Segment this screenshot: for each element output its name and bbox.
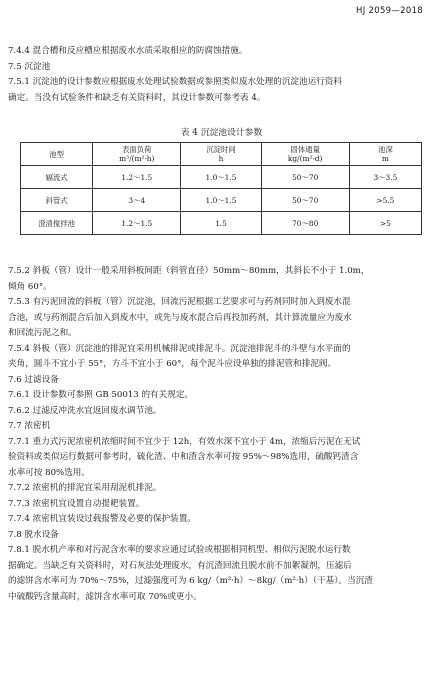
- text-line: 合池，或与药剂混合后加入到废水中，或先与废水混合后再投加药剂，其计算流量应为废水: [8, 312, 352, 323]
- sections-7-5-2-to-7-8-1-text: [8, 264, 435, 605]
- text-line: 倾角 60°。: [8, 281, 52, 292]
- text-line: 水率可按 80%选用。: [8, 467, 90, 478]
- table-cell: >5.5: [349, 189, 421, 212]
- table-caption: 表 4 沉淀池设计参数: [180, 128, 263, 138]
- table-cell: 3～3.5: [349, 166, 421, 189]
- document-code: HJ 2059—2018: [356, 6, 423, 16]
- table-header-row: [21, 143, 422, 166]
- text-line: 7.7.4 浓密机宜装设过载报警及必要的保护装置。: [8, 514, 196, 524]
- text-line: 7.6 过滤设备: [8, 374, 59, 385]
- text-line: 的滤饼含水率可为 70%～75%，过滤强度可为 6 kg/（m²·h）～8kg/（m²·h）（干基）。当沉渣: [8, 576, 373, 586]
- text-line: 夹角，圆斗不宜小于 55°，方斗不宜小于 60°，每个泥斗应设单独的排泥管和排泥阀。: [8, 359, 337, 369]
- table-cell: 1.2～1.5: [93, 212, 181, 235]
- table-cell: 1.2～1.5: [93, 166, 181, 189]
- text-line: 7.6.2 过滤反冲洗水宜返回废水调节池。: [8, 405, 162, 416]
- table-cell: 1.0～1.5: [181, 166, 261, 189]
- table-cell: 3～4: [93, 189, 181, 212]
- table-cell: 斜管式: [21, 189, 93, 212]
- text-line: 7.7.2 浓密机的排泥宜采用刮泥机排泥。: [8, 483, 162, 493]
- text-line: 7.7.3 浓密机宜设置自动提耙装置。: [8, 498, 145, 509]
- text-line: 7.7 浓密机: [8, 421, 51, 431]
- text-line: 确定。当没有试验条件和缺乏有关资料时，其设计参数可参考表 4。: [8, 92, 266, 103]
- text-line: 7.6.1 设计参数可参照 GB 50013 的有关规定。: [8, 390, 194, 400]
- table-row: [21, 212, 422, 235]
- text-line: 7.5.3 有污泥回流的斜板（管）沉淀池，回流污泥根据工艺要求可与药剂同时加入到废水混: [8, 297, 351, 307]
- text-line: 7.5 沉淀池: [8, 61, 51, 72]
- table-cell: 1.5: [181, 212, 261, 235]
- table-cell: 1.0～1.5: [181, 189, 261, 212]
- table-cell: 70～80: [261, 212, 349, 235]
- header-surface-load: 表面负荷 m³/(m²·h): [93, 143, 181, 166]
- table-row: [21, 189, 422, 212]
- header-depth: 池深 m: [349, 143, 421, 166]
- text-line: 据确定。当缺乏有关资料时，对石灰法处理废水，有沉渣回流且脱水前不加絮凝剂，压滤后: [8, 560, 352, 571]
- header-settling-time: 沉淀时间 h: [181, 143, 261, 166]
- settling-tank-parameters-table: [20, 142, 422, 235]
- text-line: 验资料或类似运行数据可参考时，硫化渣、中和渣含水率可按 95%～98%选用，硫酸钙渣含: [8, 452, 359, 462]
- table-row: [21, 166, 422, 189]
- text-line: 7.4.4 混合槽和反应槽应根据废水水质采取相应的防腐蚀措施。: [8, 46, 248, 56]
- text-line: 中硫酸钙含量高时，滤饼含水率可取 70%或更小。: [8, 591, 202, 602]
- text-line: 7.5.2 斜板（管）设计一般采用斜板间距（斜管直径）50mm～80mm，其斜长不小于 1.0m，: [8, 266, 370, 276]
- section-7-4-7-5-text: [8, 44, 435, 106]
- text-line: 7.7.1 重力式污泥浓密机浓缩时间不宜少于 12h，有效水深不宜小于 4m，浓缩后污泥在无试: [8, 436, 361, 447]
- header-tank-type: 池型: [21, 143, 93, 166]
- text-line: 和回流污泥之和。: [8, 328, 77, 338]
- table-cell: 澄清搅拌池: [21, 212, 93, 235]
- header-solids-flux: 固体通量 kg/(m²·d): [261, 143, 349, 166]
- table-cell: 50～70: [261, 166, 349, 189]
- text-line: 7.5.4 斜板（管）沉淀池的排泥宜采用机械排泥或排泥斗。沉淀池排泥斗的斗壁与水平面的: [8, 343, 351, 354]
- text-line: 7.8 脱水设备: [8, 529, 59, 540]
- text-line: 7.5.1 沉淀池的设计参数应根据废水处理试验数据或参照类似废水处理的沉淀池运行资料: [8, 77, 342, 87]
- table-cell: >5: [349, 212, 421, 235]
- table-cell: 辐流式: [21, 166, 93, 189]
- text-line: 7.8.1 脱水机产率和对污泥含水率的要求应通过试验或根据相同机型、相似污泥脱水运行数: [8, 545, 351, 555]
- table-cell: 50～70: [261, 189, 349, 212]
